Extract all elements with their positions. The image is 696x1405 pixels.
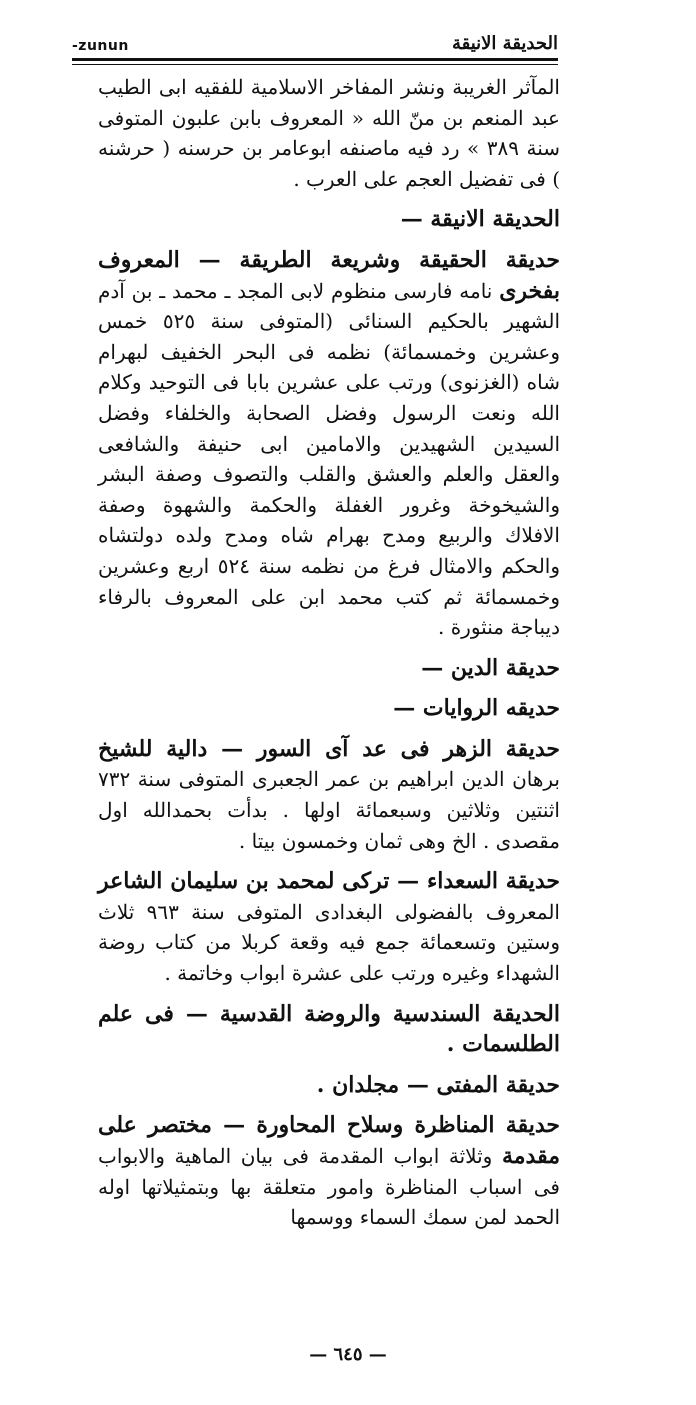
entry-text: برهان الدين ابراهيم بن عمر الجعبرى المتوفى سنة ٧٣٢ اثنتين وثلاثين وسبعمائة اولها . بدأت بحمدالله اول مقصدى . الخ وهى ثمان وخمسون بيتا . [98, 767, 560, 853]
entry-7 [98, 999, 560, 1060]
entry-5 [98, 734, 560, 856]
entry-6 [98, 866, 560, 988]
entry-text: المعروف بالفضولى البغدادى المتوفى سنة ٩٦٣ ثلاث وستين وتسعمائة جمع فيه وقعة كربلا من كتاب روضة الشهداء وغيره ورتب على عشرة ابواب وخاتمة . [98, 899, 560, 986]
page-header [72, 28, 558, 54]
entry-4 [98, 693, 560, 724]
entry-title: حديقة الحقيقة وشريعة الطريقة — المعروف بفخرى [98, 246, 560, 304]
entry-text: المآثر الغريبة ونشر المفاخر الاسلامية للفقيه ابى الطيب عبد المنعم بن منّ الله « المعروف بابن علبون المتوفى سنة ٣٨٩ » رد فيه ماصنفه ابوعامر بن حرسنه ( حرشنه ) فى تفضيل العجم على العرب . [98, 75, 560, 191]
entry-1 [98, 204, 560, 235]
entry-title: الحديقة الانيقة — [400, 206, 560, 233]
entry-8 [98, 1070, 560, 1101]
entry-2 [98, 245, 560, 643]
entry-title: حديقة المناظرة وسلاح المحاورة — مختصر على مقدمة [98, 1112, 561, 1169]
header-title: الحديقة الانيقة [451, 33, 558, 54]
body-text [98, 72, 560, 1233]
entry-title: حديقة الدين — [421, 654, 560, 681]
entry-title: حديقة السعداء — تركى لمحمد بن سليمان الشاعر [98, 868, 560, 895]
entry-title: حديقه الروايات — [393, 695, 560, 722]
header-rule-thick [72, 58, 558, 61]
entry-title: حديقة المفتى — مجلدان . [316, 1071, 560, 1098]
entry-text: وثلاثة ابواب المقدمة فى بيان الماهية والابواب فى اسباب المناظرة وامور متعلقة بها وبتمثيلاتها اوله الحمد لمن سمك السماء ووسمها [98, 1144, 560, 1230]
header-rule-thin [72, 64, 558, 65]
page-number: — ٦٤٥ — [309, 1344, 387, 1365]
entry-0 [98, 72, 560, 194]
header-zunun: -zunun [72, 38, 129, 54]
entry-title: حديقة الزهر فى عد آى السور — دالية للشيخ [98, 735, 560, 762]
entry-9 [98, 1110, 560, 1232]
entry-text: نامه فارسى منظوم لابى المجد ـ محمد ـ بن آدم الشهير بالحكيم السنائى (المتوفى سنة ٥٢٥ خمس وعشرين وخمسمائة) نظمه فى البحر الخفيف لبهرام شاه (الغزنوى) ورتب على عشرين بابا فى التوحيد وكلام الله ونعت الرسول وفضل الصحابة والخلفاء وفضل السيدين الشهيدين والامامين ابى حنيفة والشافعى والعقل والعلم والعشق والقلب والتصوف وصفة البشر والشيخوخة وغرور الغفلة والحكمة والشهوة وصفة الافلاك والربيع ومدح بهرام شاه ومدح ولده دولتشاه والحكم والامثال فرغ من نظمه سنة ٥٢٤ اربع وعشرين وخمسمائة ثم كتب محمد ابن على المعروف بالرفاء ديباجة منثورة . [98, 278, 561, 640]
entry-title: الحديقة السندسية والروضة القدسية — فى علم الطلسمات . [98, 1000, 560, 1058]
entry-3 [98, 653, 560, 684]
